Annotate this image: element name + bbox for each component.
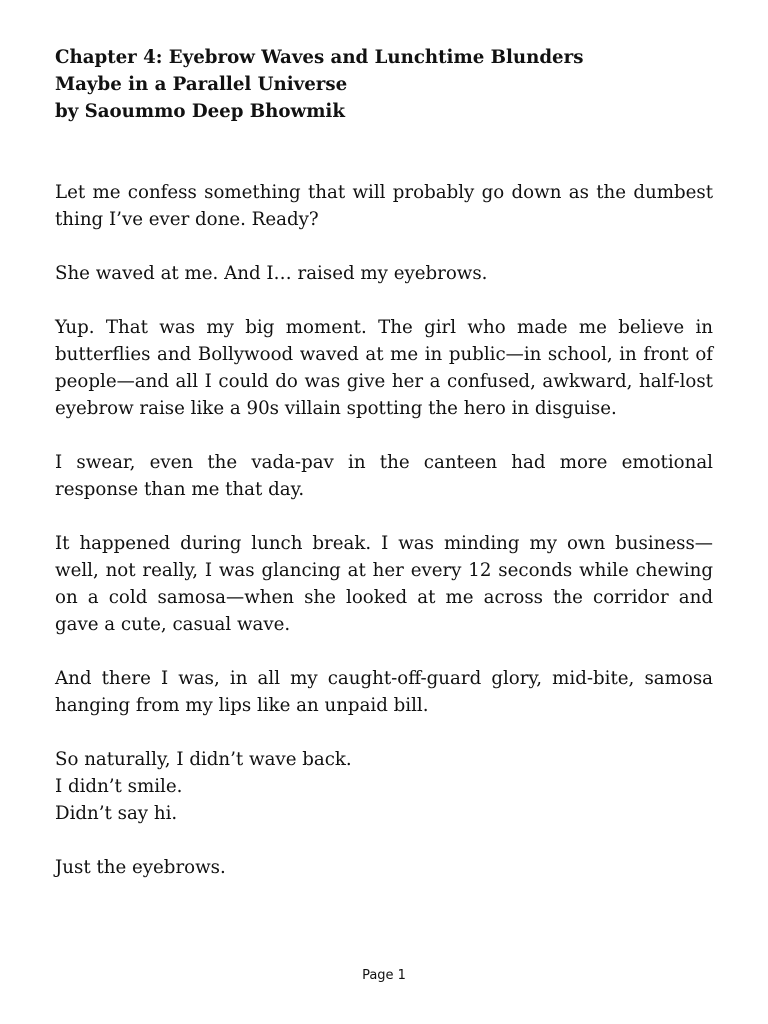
- stanza-line-3: Didn’t say hi.: [55, 803, 178, 824]
- author-line: by Saoummo Deep Bhowmik: [55, 101, 345, 122]
- stanza-line-2: I didn’t smile.: [55, 776, 183, 797]
- chapter-title: Chapter 4: Eyebrow Waves and Lunchtime Blunders: [55, 47, 584, 68]
- document-body: [55, 179, 713, 881]
- paragraph-3: Yup. That was my big moment. The girl who made me believe in butterflies and Bollywood waved at me in public—in school, in front of people—and all I could do was give her a confused, awkward, half-lost eyebrow raise like a 90s villain spotting the hero in disguise.: [55, 317, 713, 419]
- paragraph-5: It happened during lunch break. I was minding my own business—well, not really, I was glancing at her every 12 seconds while chewing on a cold samosa—when she looked at me across the corridor and gave a cute, casual wave.: [55, 533, 713, 635]
- paragraph-4: I swear, even the vada-pav in the canteen had more emotional response than me that day.: [55, 452, 713, 500]
- paragraph-1: Let me confess something that will probably go down as the dumbest thing I’ve ever done. Ready?: [55, 182, 713, 230]
- document-page: [55, 44, 713, 908]
- book-title: Maybe in a Parallel Universe: [55, 74, 348, 95]
- paragraph-6: And there I was, in all my caught-off-guard glory, mid-bite, samosa hanging from my lips like an unpaid bill.: [55, 668, 713, 716]
- page-number: Page 1: [362, 968, 406, 983]
- paragraph-2: She waved at me. And I… raised my eyebrows.: [55, 263, 488, 284]
- stanza-line-1: So naturally, I didn’t wave back.: [55, 749, 352, 770]
- stanza: [55, 746, 713, 827]
- closing-line: Just the eyebrows.: [55, 857, 226, 878]
- document-header: [55, 44, 713, 125]
